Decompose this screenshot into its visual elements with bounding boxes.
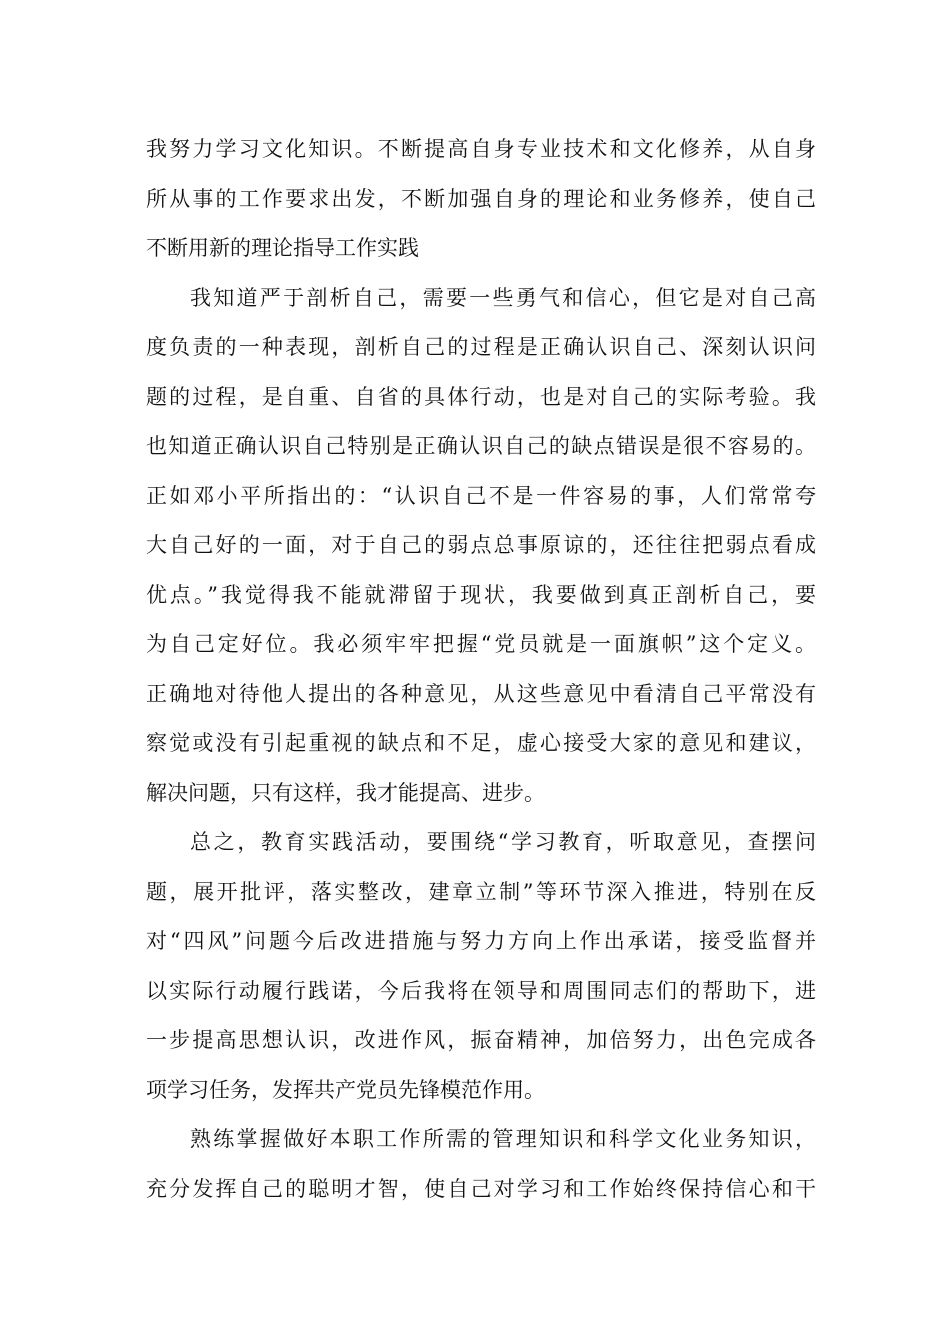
paragraph-2-line-5: 正如邓小平所指出的：“认识自己不是一件容易的事，人们常常夸	[146, 483, 816, 508]
paragraph-2-line-9: 正确地对待他人提出的各种意见，从这些意见中看清自己平常没有	[146, 681, 816, 706]
paragraph-2-line-1: 我知道严于剖析自己，需要一些勇气和信心，但它是对自己高	[190, 285, 816, 310]
paragraph-3-line-1: 总之，教育实践活动，要围绕“学习教育，听取意见，查摆问	[190, 830, 816, 854]
paragraph-3-line-6: 项学习任务，发挥共产党员先锋模范作用。	[146, 1077, 545, 1102]
paragraph-2-line-4: 也知道正确认识自己特别是正确认识自己的缺点错误是很不容易的。	[146, 434, 816, 458]
paragraph-4-line-2: 充分发挥自己的聪明才智，使自己对学习和工作始终保持信心和干	[146, 1176, 816, 1201]
document-body	[146, 125, 816, 1214]
paragraph-1-line-1: 我努力学习文化知识。不断提高自身专业技术和文化修养，从自身	[146, 137, 816, 161]
paragraph-3-line-5: 一步提高思想认识，改进作风，振奋精神，加倍努力，出色完成各	[146, 1028, 816, 1052]
paragraph-2-line-2: 度负责的一种表现，剖析自己的过程是正确认识自己、深刻认识问	[146, 335, 816, 359]
paragraph-2-line-7: 优点。”我觉得我不能就滞留于现状，我要做到真正剖析自己，要	[146, 582, 816, 607]
paragraph-4-line-1: 熟练掌握做好本职工作所需的管理知识和科学文化业务知识，	[190, 1127, 816, 1151]
paragraph-2-line-11: 解决问题，只有这样，我才能提高、进步。	[146, 780, 545, 805]
paragraph-2-line-10: 察觉或没有引起重视的缺点和不足，虚心接受大家的意见和建议，	[146, 731, 816, 755]
paragraph-3-line-4: 以实际行动履行践诺，今后我将在领导和周围同志们的帮助下，进	[146, 978, 816, 1003]
paragraph-3-line-3: 对“四风”问题今后改进措施与努力方向上作出承诺，接受监督并	[146, 929, 816, 953]
paragraph-2-line-6: 大自己好的一面，对于自己的弱点总事原谅的，还往往把弱点看成	[146, 533, 816, 557]
paragraph-2-line-8: 为自己定好位。我必须牢牢把握“党员就是一面旗帜”这个定义。	[146, 632, 816, 656]
paragraph-3-line-2: 题，展开批评，落实整改，建章立制”等环节深入推进，特别在反	[146, 879, 816, 904]
paragraph-1-line-3: 不断用新的理论指导工作实践	[146, 236, 419, 260]
paragraph-1-line-2: 所从事的工作要求出发，不断加强自身的理论和业务修养，使自己	[146, 186, 816, 211]
paragraph-2-line-3: 题的过程，是自重、自省的具体行动，也是对自己的实际考验。我	[146, 384, 816, 409]
